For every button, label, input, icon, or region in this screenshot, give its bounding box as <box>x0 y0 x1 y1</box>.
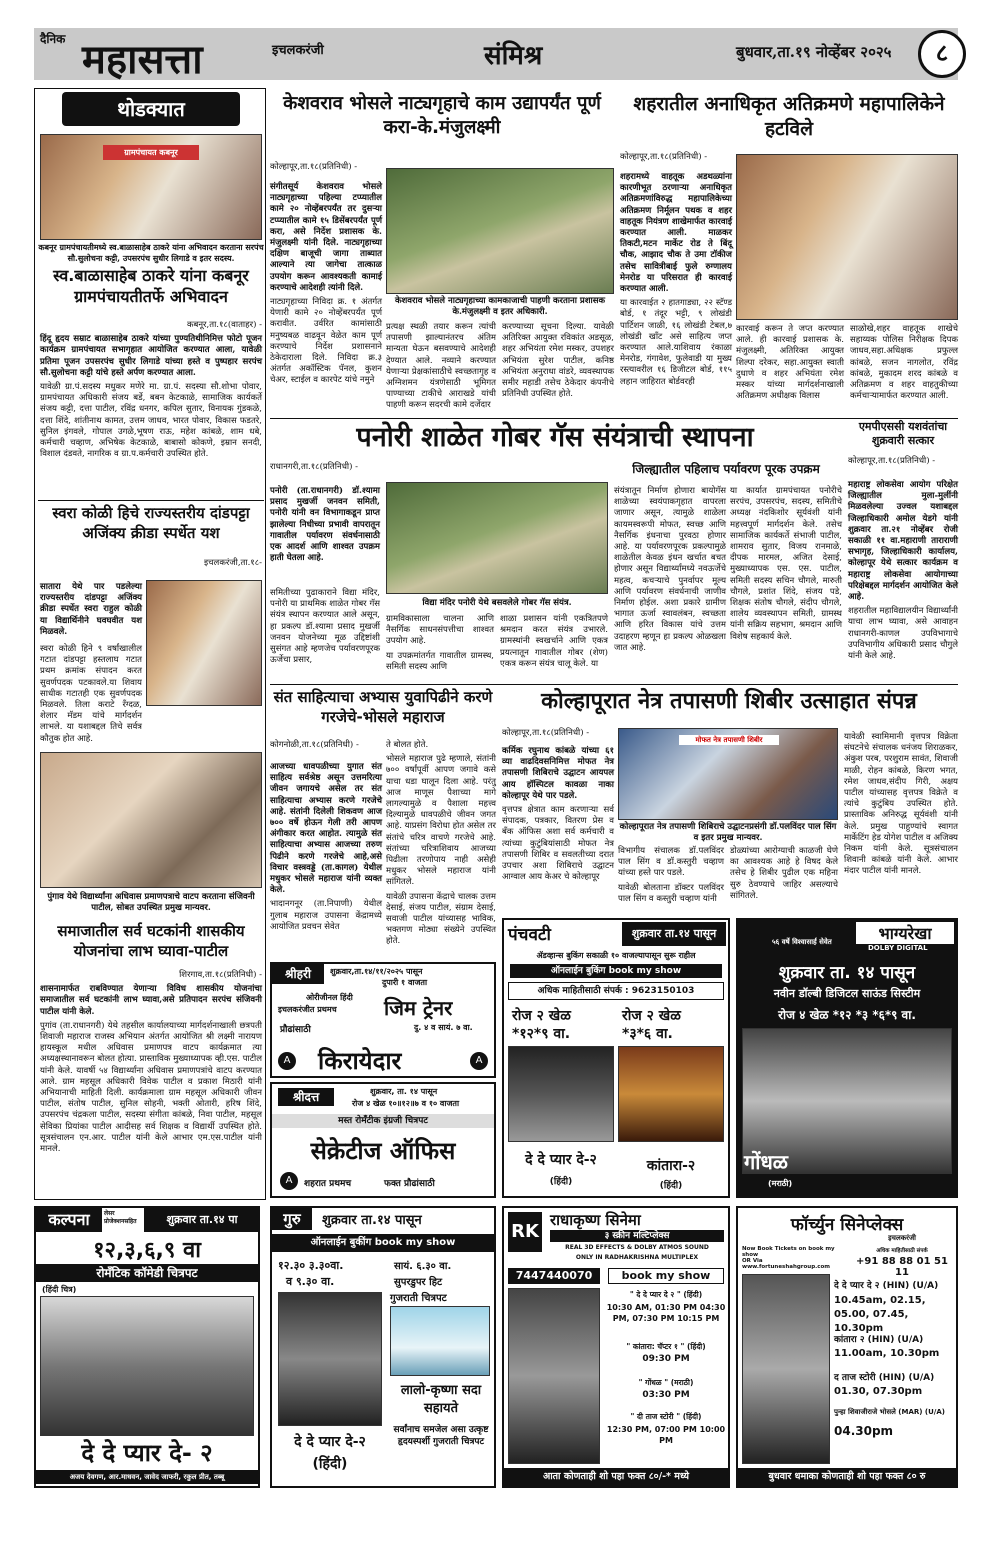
rk-tech: REAL 3D EFFECTS & DOLBY ATMOS SOUND <box>565 1244 709 1251</box>
fortune-m1: दे दे प्यार दे २ (HIN) (U/A) <box>834 1281 939 1291</box>
kalpana-tech: लेसर प्रोजेक्शनसहित <box>104 1210 137 1225</box>
kabnur-photo <box>40 134 262 240</box>
keshavrao-photo <box>386 168 614 294</box>
gobar-col1b <box>270 588 380 682</box>
ad-shridatta <box>270 1082 496 1198</box>
shridatta-movie: सेक्रेटीज ऑफिस <box>310 1137 456 1165</box>
guru-t2b: सुपरडुपर हिट <box>394 1277 443 1288</box>
fortune-book[interactable]: Now Book Tickets on book my show <box>742 1246 835 1258</box>
fortune-footer: बुधवार धमाका कोणताही शो पहा फक्त ८० रु <box>738 1468 956 1486</box>
swara-headline: स्वरा कोळी हिचे राज्यस्तरीय दांडपट्टा अजिंक्य क्रीडा स्पर्धेत यश <box>52 504 250 542</box>
sant-text2: ते बोलत होते. <box>386 740 429 750</box>
gobar-col4 <box>614 486 726 682</box>
shrihari-first: इचलकरंजीत प्रथमच <box>278 1005 337 1014</box>
panchavati-time1: *१२*९ वा. <box>512 1026 571 1042</box>
fortune-m1t: 10.45am, 02.15, 05.00, 07.45, 10.30pm <box>834 1295 926 1334</box>
section-title: संमिश्र <box>484 41 543 71</box>
shridatta-shows: रोज ४ खेळ १०॥१२॥७ व १० वाजता <box>352 1099 460 1108</box>
divider <box>270 418 958 419</box>
rk-logo: RK <box>508 1212 542 1252</box>
page-number: ८ <box>918 30 966 78</box>
swara-text: स्वरा कोळी हिने ९ वर्षांखालील गटात दांडपट्टा हस्तलाघ गटात प्रथम क्रमांक संपादन करत सुवर्णपदक पटकावले.या शिवाय साधीक गटातही एक सुवर्णपदक मिळवले. तिला कराटे रँग्दळ, शेलार मॅडम यांचे मार्गदर्शन लाभले. या यशाबद्दल तिचे सर्वत्र कौतुक होत आहे. <box>40 644 142 744</box>
kalpana-cast: अजय देवगण, आर.माधवन, जावेद जाफरी, रकुल प्रीत, तब्बू <box>36 1470 258 1484</box>
guru-release: शुक्रवार ता.१४ पासून <box>322 1213 422 1228</box>
shridatta-adults: फक्त प्रौढांसाठी <box>384 1179 435 1189</box>
sant-text3: भोसले महाराज पुढे म्हणाले, संतांनी ७०० वर्षांपूर्वी आपण जगावे कसे याचा धडा घालून दिला आहे. परंतु आज माणूस पैशाच्या मागे लागल्यामुळे व पैशाला महत्त्व दिल्यामुळे धावपळीचे जीवन जगत आहे. याप्रसंग विरोधा होत असेल तर संतांचे चरित्र वाचणे गरजेचे आहे. संतांच्या चरित्राशिवाय आजच्या पिढीला तरणोपाय नाही असेही मधुकर भोसले महाराज यांनी सांगितले. <box>386 754 496 888</box>
guru-online[interactable]: ऑनलाईन बुकींग book my show <box>272 1234 494 1252</box>
guru-name: गुरु <box>272 1208 312 1230</box>
gobar-text2: ग्रामविकासाला चालना आणि नैसर्गिक साधनसंपत्तीचा शाश्वत उपयोग आहे. <box>386 614 494 647</box>
encroach-text3: साळोखे,शहर वाहतूक शाखेचे सहाय्यक पोलिस निरीक्षक दिपक जाधव,सहा.अधिक्षक प्रफुल्ल कांबळे, सजन नागलोत, रविंद्र कांबळे, मुकादम शरद कांबळे व अतिक्रमण व शहर वाहतुकीच्या कर्मचाऱ्यामार्फत करण्यात आली. <box>850 324 958 402</box>
gobar-photo <box>386 482 608 594</box>
gobar-caption: विद्या मंदिर पनोरी येथे बसवलेले गोबर गॅस संयंत्र. <box>422 598 572 608</box>
kabnur-banner: ग्रामपंचायत कबनूर <box>103 145 199 160</box>
mpsc-headline: एमपीएससी यशवंतांचा शुक्रवारी सत्कार <box>858 420 948 448</box>
pungav-caption: पुंगाव येथे विद्यार्थ्यांना अधिवास प्रमाणपत्राचे वाटप करताना संजिवनी पाटील, सोबत उपस्थित प्रमुख मान्यवर. <box>47 892 255 913</box>
pungav-text: पुगांव (ता.राधानगरी) येथे तहसील कार्यालयाच्या मार्गदर्शनाखाली छत्रपती शिवाजी महाराज राजस्व अभियान अंतर्गत आयोजित श्री लक्ष्मी नारायण हायस्कूल मधील अधिवास प्रमाणपत्र वाटप कार्यक्रमात त्या अध्यक्षस्थानावरून बोलत होत्या. प्रास्ताविक मुख्याध्यापक व्ही.एस. पाटील यांनी केले. यावर्षी ५४ विद्यार्थ्यांना अधिवास प्रमाणपत्रांचे वाटप करण्यात आले. ग्राम महसूल अधिकारी विवेक पाटील व प्रकाश मिठारी यांनी अभियानाची माहिती दिली. कार्यक्रमाला ग्राम महसूल अधिकारी जीवन पाटील, संतोष पाटील, सुनिल सोहनी, भक्ती ओतारी, हरिष शिंदे, उपसरपंच चंद्रकला पाटील, सदस्या संगीता कांबळे, निवा पाटील, महसूल सेविका प्रियांका पाटील आदीसह सर्व शिक्षक व विद्यार्थी उपस्थित होते. सूत्रसंचालन एन.आर. पाटील यांनी केले आभार एम.एस.पाटील यांनी मानले. <box>40 1020 262 1155</box>
keshavrao-col1 <box>270 182 382 412</box>
rk-footer: आता कोणताही शो पहा फक्त ८०/-* मध्ये <box>504 1468 728 1486</box>
rk-m2: " कांतारा: चॅप्टर १ " (हिंदी) <box>626 1342 706 1351</box>
encroach-lead: शहरामध्ये वाहतूक अडथळ्यांना कारणीभूत ठरणाऱ्या अनाधिकृत अतिक्रमणांविरुद्ध महापालिकेच्या अतिक्रमण निर्मूलन पथक व शहर वाहतूक नियंत्रण शाखेमार्फत कारवाई करण्यात आली. माळकर तिकटी,मटन मार्केट रोड ते बिंदू चौक, आझाद चौक ते उमा टॉकीज तसेच सावित्रीबाई फुले रुग्णालय मेनरोड या परिसरात ही कारवाई करण्यात आली. <box>620 172 732 295</box>
eye-camp-text5: यावेळी स्वामिमानी वृत्तपत्र विक्रेता संघटनेचे संचालक धनंजय शिराळकर, अंकुश परब, परशुराम सावंत, शिवाजी माळी, रोहन कांबळे, किरण भगत, रमेश जाधव,संदीप गिरी, अक्षय पाटील यांच्यासह वृत्तपत्र विक्रेते व त्यांचे कुटुंबिय उपस्थित होते. प्रास्ताविक अनिरुद्ध सूर्यवंशी यांनी केले. प्रमुख पाहुण्यांचे स्वागत मार्केटिंग हेड योगेश पाटील व अजिक्य निकम यांनी केले. सूत्रसंचालन शिवानी कांबळे यांनी केले. आभार मंदार पाटील यांनी मानले. <box>844 732 958 877</box>
rk-m3: " गोंधळ " (मराठी) <box>638 1378 694 1387</box>
encroach-text1: या कारवाईत २ हातगाड्या, २२ स्टॅण्ड बोर्ड, १ तंदूर भट्टी, ९ लोखंडी पार्टिशन जाळी, १६ लोखंडी टेबल,७ लोखंडी खाँट असे साहित्य जप्त करण्यात आले.याशिवाय रंकाळा मेनरोड, गंगावेश, फुलेवाडी या मुख्य रस्त्यावरील १६ डिजीटल बोर्ड, ११५ लहान जाहिरात बोर्डवरही <box>620 298 732 387</box>
panchavati-contact: अधिक माहितीसाठी संपर्क : 9623150103 <box>508 982 724 1000</box>
gobar-dateline: राधानगरी,ता.१८(प्रतिनिधी) - <box>270 462 359 472</box>
fortune-m4: पुन्हा शिवाजीराजे भोसले (MAR) (U/A) <box>834 1408 945 1416</box>
gobar-col2 <box>386 614 494 682</box>
guru-note: सर्वांनाच समजेल असा उत्कृष्ट हृदयस्पर्शी गुजराती चित्रपट <box>393 1425 489 1447</box>
panchavati-poster2 <box>618 1046 724 1142</box>
fortune-city: इचलकरंजी <box>888 1234 916 1242</box>
encroach-photo <box>736 154 958 320</box>
pungav-photo <box>40 752 262 888</box>
kalpana-movie: दे दे प्यार दे- २ <box>81 1439 213 1467</box>
shrihari-movie2: किरायेदार <box>318 1047 402 1075</box>
encroach-headline: शहरातील अनाधिकृत अतिक्रमणे महापालिकेने हटविले <box>633 93 945 140</box>
shrihari-release: शुक्रवार,ता.१४/११/२०२५ पासून <box>330 967 423 976</box>
divider <box>270 684 958 685</box>
eye-camp-lead: कर्मिक रघुनाथ कांबळे यांच्या ६१ व्या वाढदिवसनिमित्त मोफत नेत्र तपासणी शिबिराचे उद्घाटन आयपल आय हॉस्पिटल कावळा नाका कोल्हापूर येथे पार पडले. <box>502 746 614 801</box>
guru-t2c: गुजराती चित्रपट <box>390 1293 447 1304</box>
rk-sub: ३ स्क्रीन मल्टिप्लेक्स <box>550 1230 724 1242</box>
fortune-contact-label: अधिक माहितीसाठी संपर्क <box>876 1248 928 1254</box>
encroach-text2: कारवाई करून ते जप्त करण्यात आले. ही कारवाई प्रशासक के. मंजुलक्ष्मी, अतिरिक्त आयुक्त शिल्पा दरेकर, सहा.आयुक्त स्वाती दुधाणे व शहर अभियंता रमेश मस्कर यांच्या मार्गदर्शनाखाली अतिक्रमण अधीक्षक विलास <box>736 324 844 402</box>
kabnur-caption: कबनूर ग्रामपंचायतीमध्ये स्व.बाळासाहेब ठाकरे यांना अभिवादन करताना सरपंच सौ.सुलोचना कट्टी, उपसरपंच सुधीर लिगाडे व इतर सदस्य. <box>38 242 264 263</box>
rk-m4t: 12:30 PM, 07:00 PM 10:00 PM <box>606 1425 726 1445</box>
keshavrao-lead: संगीतसूर्य केशवराव भोसले नाट्यगृहाच्या पहिल्या टप्प्यातील कामे २० नोव्हेंबरपर्यंत तर दुसऱ्या टप्प्यातील कामे १५ डिसेंबरपर्यंत पूर्ण करा, असे निर्देश प्रशासक के. मंजुलक्ष्मी यांनी दिले. नाट्यगृहाच्या दक्षिण बाजूची जागा ताब्यात आल्याने त्या जागेचा तात्काळ उपयोग करून आवश्यकती कामाई करण्याचे आदेशही त्यांनी दिले. <box>270 182 382 293</box>
rating-a-badge: A <box>470 1052 488 1070</box>
bhagyarekha-lang: (मराठी) <box>768 1179 793 1188</box>
eye-camp-dateline: कोल्हापूर,ता.१८(प्रतिनिधी) - <box>502 728 590 738</box>
encroach-col3 <box>850 324 958 414</box>
ad-radhakrishna <box>502 1206 730 1488</box>
encroach-col2 <box>736 324 844 414</box>
bhagyarekha-name: भाग्यरेखा <box>856 922 954 944</box>
sant-col2 <box>386 740 496 958</box>
swara-body <box>40 644 142 744</box>
panchavati-name: पंचवटी <box>508 925 551 945</box>
keshavrao-headline: केशवराव भोसले नाट्यगृहाचे काम उद्यापर्यंत पूर्ण करा-के.मंजुलक्ष्मी <box>283 93 601 139</box>
swara-lead-text: सातारा येथे पार पडलेल्या राज्यस्तरीय दांडपट्टा अजिंक्य क्रीडा स्पर्धेत स्वरा राहुल कोळी या विद्यार्थिनीने घवघवीत यश मिळवले. <box>40 582 142 637</box>
kabnur-dateline: कबनूर,ता.१८(वाताहर) - <box>186 320 262 330</box>
sant-text1: भादानगनूर (ता.निपाणी) येथील गुलाब महाराज उपासना केंद्रामध्ये आयोजित प्रवचन सेवेत <box>270 899 382 932</box>
masthead-city: इचलकरंजी <box>272 43 324 58</box>
gobar-subhead: जिल्ह्यातील पहिलाच पर्यावरण पूरक उपक्रम <box>632 462 820 476</box>
kabnur-text: यावेळी ग्रा.पं.सदस्य मधुकर मणेरे मा. ग्रा.पं. सदस्या सौ.शोभा पोवार, ग्रामपंचायत अधिकारी संजय बर्डे, बबन केटकाळे, सामाजिक कार्यकर्ते संजय कट्टी, दत्ता पाटील, रविंद्र धनगर, कपिल सुतार, विनायक गुंडकळे, दत्ता शिंदे, शांतीनाथ कामत, उत्तम जाधव, भारत पोवार, विकास फडतरे, सुनिल इंगवले, गोपाल उगळे,भूषण राऊ, महेश कांबळे, शाम धबे, कर्मचारी चव्हाण, अभिषेक केटकाळे, बाबासो कोकणे, इम्रान सनदी, विशाल दंडवते, नागरिक व ग्रा.प.कर्मचारी उपस्थित होते. <box>40 382 262 460</box>
sant-col1 <box>270 762 382 958</box>
shrihari-name: श्रीहरी <box>272 964 324 984</box>
gobar-col5 <box>730 486 842 682</box>
bhagyarekha-release: शुक्रवार ता. १४ पासून <box>778 963 916 983</box>
guru-movie2: लालो-कृष्णा सदा सहायते <box>400 1383 482 1416</box>
pungav-lead: शासनामार्फत राबविण्यात येणाऱ्या विविध शासकीय योजनांचा समाजातील सर्व घटकांनी लाभ घ्यावा,असे प्रतिपादन सरपंच संजिवनी पाटील यांनी केले. <box>40 984 262 1017</box>
mpsc-body <box>848 480 958 682</box>
divider <box>38 500 264 501</box>
panchavati-movie1: दे दे प्यार दे-२ <box>525 1152 597 1168</box>
guru-t2: सायं. ६.३० वा. <box>394 1261 452 1272</box>
kalpana-lang: (हिंदी चित्र) <box>42 1285 77 1294</box>
shridatta-release: शुक्रवार, ता. १४ पासून <box>370 1087 438 1096</box>
rk-m1t: 10:30 AM, 01:30 PM 04:30 PM, 07:30 PM 10:15 PM <box>606 1303 726 1323</box>
fortune-poster <box>742 1274 830 1464</box>
bhagyarekha-shows: रोज ४ खेळ *१२ *३ *६*९ वा. <box>778 1008 916 1022</box>
sant-headline: संत साहित्याचा अभ्यास युवापिढीने करणे गरजेचे-भोसले महाराज <box>273 688 493 726</box>
bhagyarekha-tech: नवीन डॉल्बी डिजिटल साऊंड सिस्टीम <box>773 987 921 1000</box>
ad-shrihari <box>270 962 496 1078</box>
rating-a-badge: A <box>278 1052 296 1070</box>
guru-poster2 <box>390 1306 490 1376</box>
bookmyshow-logo[interactable]: book my show <box>608 966 682 976</box>
panchavati-booking: ॲडव्हान्स बुकिंग सकाळी १० वाजल्यापासून सुरू राहील <box>536 951 696 960</box>
shrihari-movie: जिम ट्रेनर <box>384 996 453 1020</box>
ad-panchavati <box>502 918 730 1198</box>
eye-camp-caption: कोल्हापूरात नेत्र तपासणी शिबिराचे उद्घाटनप्रसंगी डॉ.पलविंदर पाल सिंग व इतर प्रमुख मान्यवर. <box>619 822 837 843</box>
sant-dateline: कोगनोळी,ता.१८(प्रतिनिधी) - <box>270 740 359 750</box>
panchavati-day2: रोज २ खेळ <box>622 1008 681 1024</box>
rk-m1: " दे दे प्यार दे २ " (हिंदी) <box>629 1290 703 1299</box>
kalpana-times: १२,३,६,९ वा <box>93 1238 201 1263</box>
ad-fortune <box>736 1206 958 1488</box>
pungav-body <box>40 970 262 1196</box>
fortune-name: फॉर्च्युन सिनेप्लेक्स <box>790 1215 904 1235</box>
rk-phone: 7447440070 <box>508 1268 600 1284</box>
shrihari-shows: दु. ४ व सायं. ७ वा. <box>414 1023 473 1032</box>
fortune-web[interactable]: OR Via www.fortuneshahgroup.com <box>742 1258 831 1270</box>
pungav-dateline: शिरगाव,ता.१८(प्रतिनिधी) - <box>179 970 262 980</box>
fortune-m2: कांतारा २ (HIN) (U/A) <box>834 1335 924 1345</box>
mpsc-dateline: कोल्हापूर,ता.१८(प्रतिनिधी) - <box>848 456 936 466</box>
fortune-m4t: 04.30pm <box>834 1424 894 1438</box>
keshavrao-col2 <box>386 322 496 414</box>
panchavati-lang2: (हिंदी) <box>659 1181 683 1191</box>
guru-poster1 <box>278 1292 382 1426</box>
panchavati-poster1 <box>508 1046 614 1142</box>
shrihari-adults: प्रौढांसाठी <box>280 1025 311 1035</box>
keshavrao-text2: प्रत्यक्ष स्थळी तयार करून त्यांची तपासणी झाल्यानंतरच अंतिम मान्यता घेऊन बसवण्याचे आदेशही देण्यात आले. नव्याने करण्यात येणाऱ्या प्रेक्षकांसाठीचे स्वच्छतागृह व अग्निशमन यंत्रणेसाठी भूमिगत पाण्याच्या टाकीचे आराखडे यांची पाहणी करून सदरची कामे दर्जेदार <box>386 322 496 411</box>
mpsc-text: शहरातील महाविद्यालयीन विद्यार्थ्यांनी याचा लाभ घ्यावा, असे आवाहन राधानगरी-काणल उपविभागाचे उपविभागीय अधिकारी प्रसाद चौगुले यांनी केले आहे. <box>848 606 958 662</box>
kalpana-name: कल्पना <box>36 1208 102 1232</box>
keshavrao-col3 <box>502 322 614 414</box>
guru-t1: १२.३० ३.३०वा. <box>278 1259 344 1272</box>
ad-kalpana <box>34 1206 260 1488</box>
fortune-m3t: 01.30, 07.30pm <box>834 1386 923 1397</box>
rk-name: राधाकृष्ण सिनेमा <box>550 1211 641 1229</box>
kalpana-genre: रोमॅंटिक कॉमेडी चित्रपट <box>36 1264 258 1282</box>
issue-date: बुधवार,ता.१९ नोव्हेंबर २०२५ <box>736 43 892 61</box>
eye-camp-text2: विभागीय संचालक डॉ.पलविंदर पाल सिंग व डॉ.कस्तुरी चव्हाण यांच्या हस्ते पार पडले. <box>618 846 724 879</box>
sant-text4: यावेळी उपासना केंद्राचे चालक उत्तम देसाई, संजय पाटील, संग्राम देसाई, सवाजी पाटील यांच्यासह भाविक, भक्तगण मोठ्या संख्येने उपस्थित होते. <box>386 891 496 947</box>
bhagyarekha-years: ५६ वर्षे विश्वासार्ह सेवेत <box>772 938 832 946</box>
ad-guru <box>270 1206 496 1488</box>
panchavati-day1: रोज २ खेळ <box>512 1008 571 1024</box>
swara-photo <box>146 580 262 706</box>
fortune-m3: द ताज स्टोरी (HIN) (U/A) <box>834 1373 935 1383</box>
sant-lead: आजच्या धावपळीच्या युगात संत साहित्य सर्वश्रेष्ठ असून उत्तमरित्या जीवन जगायचे असेल तर संत साहित्याचा अभ्यास करणे गरजेचे आहे. संतांनी दिलेली शिकवण आज ७०० वर्षे होऊन गेली तरी आपण अंगीकार करत आहोत. त्यामुळे संत साहित्याचा अभ्यास आजच्या तरुण पिढीने करणे गरजेचे आहे,असे विचार वस्त्रवड्डे (ता.कागल) येथील मधुकर भोसले महाराज यांनी व्यक्त केले. <box>270 762 382 896</box>
pungav-headline: समाजातील सर्व घटकांनी शासकीय योजनांचा लाभ घ्यावा-पाटील <box>57 922 245 960</box>
briefs-tag: थोडक्यात <box>62 92 240 126</box>
gobar-lead: पनोरी (ता.राधानगरी) डॉ.श्यामा प्रसाद मुखर्जी जनवन समिती, पनोरी यांनी वन विभागाकडून प्राप्त झालेल्या निधीच्या प्रभावी वापरातून गावातील पर्यावरण संवर्धनासाठी एक आदर्श आणि शाश्वत उपक्रम हाती घेतला आहे. <box>270 486 380 564</box>
kabnur-body <box>40 320 262 498</box>
guru-t1b: व ९.३० वा. <box>286 1275 335 1288</box>
rk-m3t: 03:30 PM <box>642 1390 690 1400</box>
eye-camp-text1: वृत्तपत्र क्षेत्रात काम करणाऱ्या सर्व संपादक, पत्रकार, वितरण प्रेस व बँक ऑफिस अशा सर्व कर्मचारी व त्यांच्या कुटुंबियांसाठी मोफत नेत्र तपासणी शिबिर व सवलतीच्या दरात उपचार अशा शिबिराचे उद्घाटन आग्वाल आय केअर चे कोल्हापूर <box>502 805 614 883</box>
guru-lang1: (हिंदी) <box>312 1456 348 1472</box>
masthead-daily: दैनिक <box>40 32 66 46</box>
eye-camp-banner: मोफत नेत्र तपासणी शिबीर <box>679 735 779 745</box>
gobar-text4: शाळा प्रशासन यांनी एकत्रितपणे श्रमदान करत संयंत्र उभारले. ग्रामस्थांनी स्वखर्चाने आणि एकत्र प्रयत्नातून गावातील गोबर (शेण) एकत्र करून संयंत्र चालू केले. या <box>500 614 608 669</box>
fortune-m2t: 11.00am, 10.30pm <box>834 1348 940 1359</box>
panchavati-online-label: ऑनलाईन बुकिंग <box>550 966 606 976</box>
rating-a-badge: A <box>280 1172 298 1190</box>
panchavati-release: शुक्रवार ता.१४ पासून <box>622 922 726 946</box>
gobar-text1: समितीच्या पुढाकाराने विद्या मंदिर, पनोरी या प्राथमिक शाळेत गोबर गॅस संयंत्र स्थापन करण्यात आले असून, हा प्रकल्प डॉ.श्यामा प्रसाद मुखर्जी जनवन योजनेच्या मूळ उद्दिष्टांशी सुसंगत आहे म्हणजेच पर्यावरणपूरक ऊर्जेचा प्रसार, <box>270 588 380 666</box>
eye-camp-text3: यावेळी बोलताना डॉक्टर पलविंदर पाल सिंग व कस्तुरी चव्हाण यांनी <box>618 882 724 904</box>
encroach-dateline: कोल्हापूर,ता.१८(प्रतिनिधी) - <box>620 152 708 162</box>
shridatta-first: शहरात प्रथमच <box>304 1179 352 1189</box>
panchavati-movie2: कांतारा-२ <box>646 1158 696 1174</box>
eye-camp-text4: डोळ्यांच्या आरोग्याची काळजी घेणे का आवश्यक आहे हे विषद केले तसेच हे शिबीर पुढील एक महिना सुरु ठेवण्याचे जाहिर असल्याचे सांगितले. <box>730 846 838 901</box>
rk-bms[interactable]: book my show <box>608 1268 724 1284</box>
gobar-text3: या उपक्रमांतर्गत गावातील ग्रामस्थ, समिती सदस्य आणि <box>386 650 494 672</box>
eye-camp-headline: कोल्हापूरात नेत्र तपासणी शिबीर उत्साहात संपन्न <box>541 689 917 714</box>
keshavrao-text3: करण्याच्या सूचना दिल्या. यावेळी अतिरिक्त आयुक्त रविकांत अडसूळ, शहर अभियंता रमेश मस्कर, उपशहर अभियंता सुरेश पाटील, कनिष्ठ अभियंता अनुराधा वांडरे, व्यवस्थापक समीर महाडी तसेच ठेकेदार कंपनीचे प्रतिनिधी उपस्थित होते. <box>502 322 614 400</box>
swara-lead <box>40 582 142 642</box>
keshavrao-dateline: कोल्हापूर,ता.१८(प्रतिनिधी) - <box>270 162 358 172</box>
panchavati-lang1: (हिंदी) <box>549 1177 573 1187</box>
gobar-headline: पनोरी शाळेत गोबर गॅस संयंत्राची स्थापना <box>356 422 754 453</box>
eye-camp-photo <box>618 728 838 820</box>
fortune-phone: +91 88 88 01 51 11 <box>856 1256 948 1278</box>
panchavati-online <box>510 964 722 978</box>
swara-dateline: इचलकरंजी,ता.१८- <box>203 558 262 568</box>
kabnur-lead: हिंदू हृदय सम्राट बाळासाहेब ठाकरे यांच्या पुण्यतिथीनिमित्त फोटो पूजन कार्यक्रम ग्रामपंचायत सभागृहात आयोजित करण्यात आला, यावेळी प्रतिमा पूजन उपसरपंच सुधीर लिगाडे यांच्या हस्ते व पुष्पहार सरपंच सौ.सुलोचना कट्टी यांचे हस्ते अर्पण करण्यात आला. <box>40 334 262 378</box>
rk-m4: " दी ताज स्टोरी " (हिंदी) <box>630 1412 702 1421</box>
gobar-text5: संयंत्रातून निर्माण होणारा बायोगॅस शाळेच्या स्वयंपाकगृहात वापरला जाणार असून, त्यामुळे शाळेला कायमस्वरूपी मोफत, स्वच्छ आणि नैसर्गिक इंधनाचा पुरवठा होणार आहे. या पर्यावरणपूरक प्रकल्पामुळे शाळेतील केवळ इंधन खर्चात बचत होणार असून विद्यार्थ्यांमध्ये नवऊर्जेचे महत्व, कचऱ्याचे पुनर्वापर मूल्य आणि पर्यावरण संवर्धनाची जाणीव निर्माण होईल. अशा प्रकारे ग्रामीण भागात ऊर्जा स्वावलंबन, स्वच्छता आणि हरित विकास यांचे उत्तम उदाहरण म्हणून हा प्रकल्प ओळखला जात आहे. <box>614 486 726 653</box>
rk-poster <box>508 1288 600 1464</box>
keshavrao-text1: नाट्यगृहाच्या निविदा क्र. १ अंतर्गत येणारी कामे २० नोव्हेंबरपर्यंत पूर्ण करावीत. उर्वरित कामांसाठी मनुष्यबळ वाढवून वेळेत काम पूर्ण करण्याचे निर्देश प्रशासनाने ठेकेदाराला दिले. निविदा क्र.३ अंतर्गत अकॉस्टिक पॅनल, कुशन चेअर, स्टाईल व कारपेट यांचे नमुने <box>270 297 382 386</box>
masthead <box>34 28 958 83</box>
keshavrao-caption: केशवराव भोसले नाट्यगृहाच्या कामकाजाची पाहणी करताना प्रशासक के.मंजुलक्ष्मी व इतर अधिकारी. <box>394 296 606 317</box>
gobar-text6: या कार्यात ग्रामपंचायत पनोरीचे सरपंच, उपसरपंच, सदस्य, समितीचे अध्यक्ष नंदकिशोर सूर्यवंशी यांनी महत्त्वपूर्ण मार्गदर्शन केले. तसेच सामाजिक कार्यकर्ते संभाजी पाटील, शामराव सुतार, विजय रानमाळे, दीपक मारमल, अजित देसाई, मुख्याध्यापक एस. एस. पाटील, समिती सदस्य सचिन चौगले, मारुती चौगले, प्रशांत शिंदे, संजय पडे, शिक्षक संतोष चौगले, संदीप चौगले, शालेय व्यवस्थापन समिती, ग्रामस्थ यांनी सक्रिय सहभाग, श्रमदान आणि विशेष सहकार्य केले. <box>730 486 842 642</box>
ad-bhagyarekha <box>736 918 958 1198</box>
guru-movie1: दे दे प्यार दे-२ <box>294 1434 366 1450</box>
encroach-col1 <box>620 172 732 414</box>
shrihari-time: दुपारी १ वाजता <box>382 978 428 987</box>
bhagyarekha-movie: गोंधळ <box>744 1150 788 1174</box>
mpsc-lead: महाराष्ट्र लोकसेवा आयोग परिक्षेत जिल्ह्यातील मुला-मुलींनी मिळवलेल्या उज्वल यशाबद्दल जिल्हाधिकारी अमोल येडगे यांनी शुक्रवार ता.२१ नोव्हेंबर रोजी सकाळी ११ वा.महाराणी ताराराणी सभागृह, जिल्हाधिकारी कार्यालय, कोल्हापूर येथे सत्कार कार्यक्रम व महाराष्ट्र लोकसेवा आयोगाच्या परिक्षेबद्दल मार्गदर्शन आयोजित केले आहे. <box>848 480 958 603</box>
bhagyarekha-dolby: DOLBY DIGITAL <box>868 944 928 952</box>
rk-only: ONLY IN RADHAKRISHNA MULTIPLEX <box>575 1254 699 1261</box>
gobar-col3 <box>500 614 608 682</box>
shrihari-dub: ओरीजीनल हिंदी <box>306 993 353 1002</box>
shridatta-tagline: मस्त रोमॅंटीक इंग्रजी चित्रपट <box>272 1114 494 1128</box>
rk-m2t: 09:30 PM <box>642 1354 690 1364</box>
kabnur-headline: स्व.बाळासाहेब ठाकरे यांना कबनूर ग्रामपंचायतीतर्फे अभिवादन <box>53 266 249 306</box>
masthead-brand: महासत्ता <box>82 37 203 83</box>
kalpana-release: शुक्रवार ता.१४ पा <box>144 1208 260 1232</box>
kalpana-poster <box>40 1296 254 1436</box>
panchavati-time2: *३*६ वा. <box>622 1026 673 1042</box>
shridatta-name: श्रीदत्त <box>278 1088 334 1106</box>
